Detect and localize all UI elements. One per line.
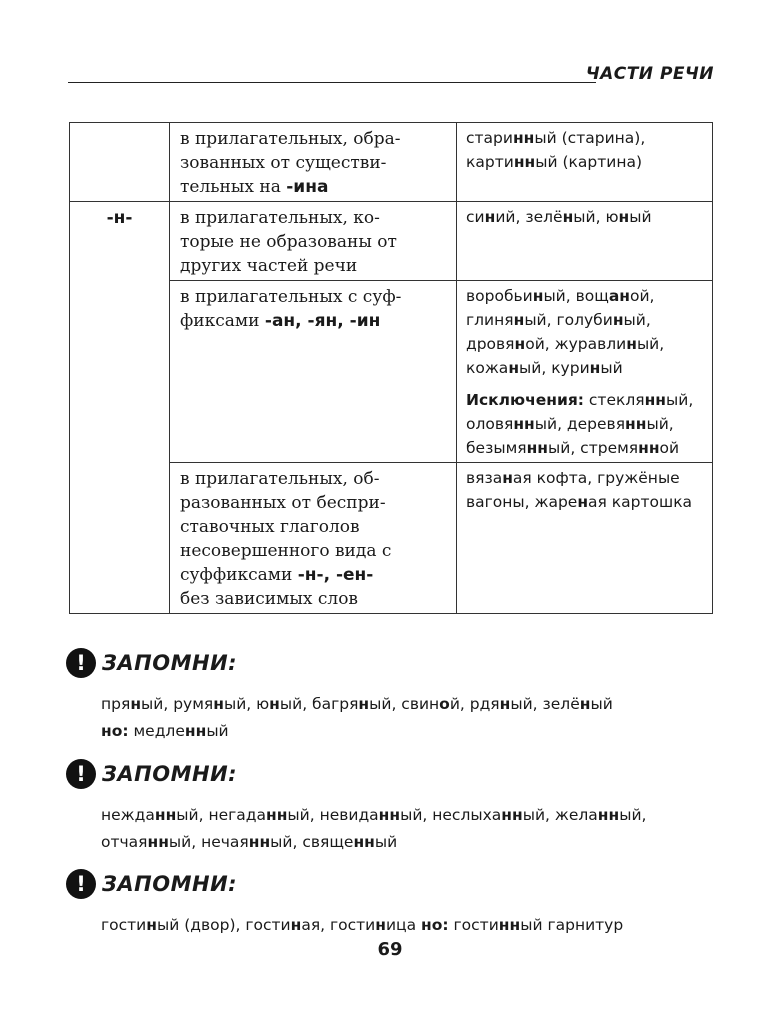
header-rule [68, 82, 596, 83]
table-row [70, 202, 713, 281]
table-row [70, 123, 713, 202]
section-title: ЧАСТИ РЕЧИ [585, 64, 714, 84]
exclamation-icon: ! [66, 759, 96, 789]
examples-cell: вязаная кофта, гружёные вагоны, жареная картошка [457, 463, 713, 614]
exclamation-icon: ! [66, 869, 96, 899]
exceptions: Исключения: стеклянный, оловянный, деревянный, безымянный, стремянной [466, 391, 694, 457]
remember-text: гостиный (двор), гостиная, гостиница но: гостинный гарнитур [101, 916, 624, 934]
remember-title: ЗАПОМНИ: [102, 872, 238, 896]
examples-cell: воробьиный, вощаной, глиняный, голубиный, дровяной, журавлиный, кожаный, куриный Исключения: стеклянный, оловянный, деревянный, безымянный, стремянной [457, 281, 713, 463]
page-header [68, 60, 714, 90]
spelling-rules-table [69, 122, 713, 614]
suffix-cell-empty [70, 123, 170, 202]
page-number: 69 [377, 939, 403, 960]
examples-cell: старинный (старина), картинный (картина) [457, 123, 713, 202]
remember-title: ЗАПОМНИ: [102, 651, 238, 675]
remember-block [66, 645, 726, 745]
remember-title: ЗАПОМНИ: [102, 762, 238, 786]
rule-cell: в прилагательных, ко- торые не образованы от других частей речи [170, 202, 457, 281]
remember-block [66, 756, 726, 856]
exclamation-icon: ! [66, 648, 96, 678]
suffix-cell: -н- [70, 202, 170, 614]
rule-cell: в прилагательных, обра- зованных от существи- тельных на -ина [170, 123, 457, 202]
rule-cell: в прилагательных с суф- фиксами -ан, -ян, -ин [170, 281, 457, 463]
remember-text: пряный, румяный, юный, багряный, свиной, рдяный, зелёный но: медленный [101, 695, 613, 740]
remember-block [66, 866, 726, 939]
rule-cell: в прилагательных, об- разованных от беспри- ставочных глаголов несовершенного вида с суффиксами -н-, -ен- без зависимых слов [170, 463, 457, 614]
examples-cell: синий, зелёный, юный [457, 202, 713, 281]
remember-text: нежданный, негаданный, невиданный, неслыханный, желанный, отчаянный, нечаянный, священный [101, 806, 647, 851]
exceptions-label: Исключения: [466, 391, 584, 409]
